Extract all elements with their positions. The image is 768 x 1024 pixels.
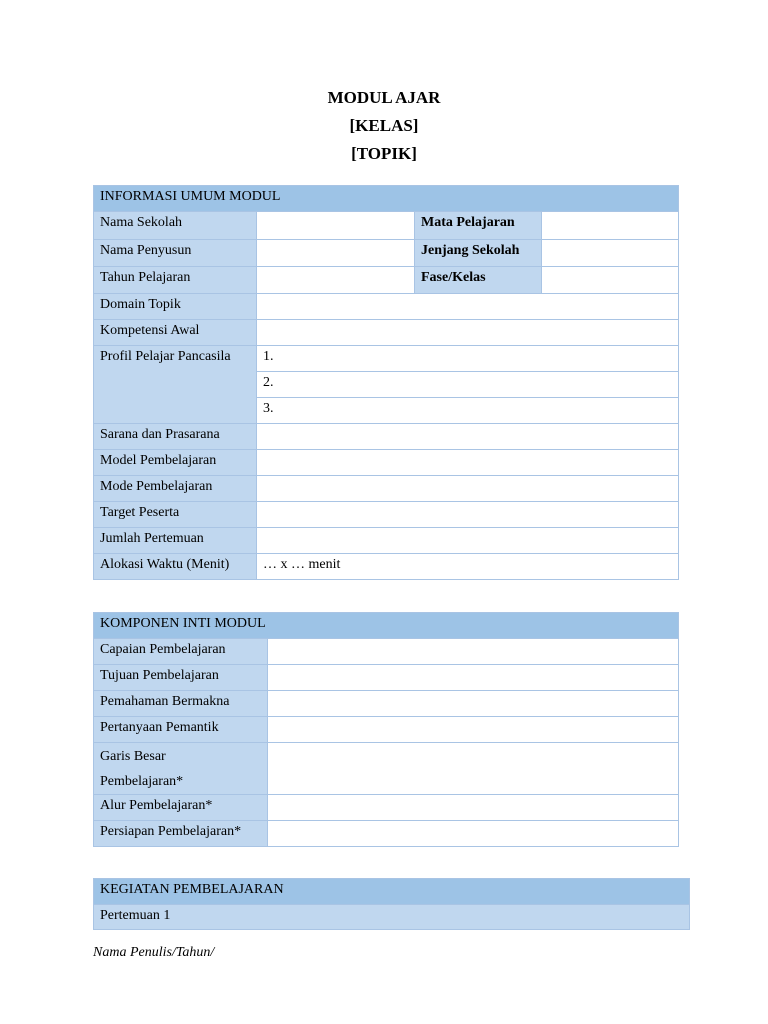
jumlah-pertemuan-label: Jumlah Pertemuan	[94, 528, 257, 554]
profil-item-1[interactable]: 1.	[257, 346, 679, 372]
document-title	[0, 86, 768, 170]
nama-penyusun-label: Nama Penyusun	[94, 240, 257, 267]
komponen-inti-header: KOMPONEN INTI MODUL	[94, 613, 679, 639]
profil-pelajar-label: Profil Pelajar Pancasila	[94, 346, 257, 424]
kompetensi-awal-value[interactable]	[257, 320, 679, 346]
pertanyaan-value[interactable]	[268, 717, 679, 743]
model-pembelajaran-label: Model Pembelajaran	[94, 450, 257, 476]
footer-author: Nama Penulis/Tahun/	[93, 945, 215, 960]
mata-pelajaran-value[interactable]	[542, 212, 679, 240]
garis-besar-value[interactable]	[268, 743, 679, 795]
kompetensi-awal-label: Kompetensi Awal	[94, 320, 257, 346]
nama-sekolah-label: Nama Sekolah	[94, 212, 257, 240]
pertanyaan-label: Pertanyaan Pemantik	[94, 717, 268, 743]
fase-kelas-label: Fase/Kelas	[415, 267, 542, 294]
title-modul-ajar: MODUL AJAR	[327, 88, 441, 107]
garis-besar-line-2: Pembelajaran*	[100, 774, 184, 789]
capaian-value[interactable]	[268, 639, 679, 665]
tahun-pelajaran-label: Tahun Pelajaran	[94, 267, 257, 294]
pertemuan-1: Pertemuan 1	[94, 905, 690, 930]
alokasi-waktu-label: Alokasi Waktu (Menit)	[94, 554, 257, 580]
sarana-value[interactable]	[257, 424, 679, 450]
informasi-umum-table	[93, 185, 679, 580]
title-topik: [TOPIK]	[351, 144, 417, 163]
target-peserta-value[interactable]	[257, 502, 679, 528]
sarana-label: Sarana dan Prasarana	[94, 424, 257, 450]
fase-kelas-value[interactable]	[542, 267, 679, 294]
model-pembelajaran-value[interactable]	[257, 450, 679, 476]
domain-topik-value[interactable]	[257, 294, 679, 320]
profil-item-3[interactable]: 3.	[257, 398, 679, 424]
garis-besar-label	[94, 743, 268, 795]
profil-item-2[interactable]: 2.	[257, 372, 679, 398]
tujuan-value[interactable]	[268, 665, 679, 691]
alokasi-waktu-value[interactable]: … x … menit	[257, 554, 679, 580]
jumlah-pertemuan-value[interactable]	[257, 528, 679, 554]
alur-label: Alur Pembelajaran*	[94, 795, 268, 821]
pemahaman-value[interactable]	[268, 691, 679, 717]
target-peserta-label: Target Peserta	[94, 502, 257, 528]
informasi-umum-header: INFORMASI UMUM MODUL	[94, 186, 679, 212]
domain-topik-label: Domain Topik	[94, 294, 257, 320]
persiapan-value[interactable]	[268, 821, 679, 847]
title-kelas: [KELAS]	[349, 116, 419, 135]
capaian-label: Capaian Pembelajaran	[94, 639, 268, 665]
mode-pembelajaran-label: Mode Pembelajaran	[94, 476, 257, 502]
mode-pembelajaran-value[interactable]	[257, 476, 679, 502]
nama-sekolah-value[interactable]	[257, 212, 415, 240]
kegiatan-header: KEGIATAN PEMBELAJARAN	[94, 879, 690, 905]
nama-penyusun-value[interactable]	[257, 240, 415, 267]
kegiatan-table	[93, 878, 690, 930]
mata-pelajaran-label: Mata Pelajaran	[415, 212, 542, 240]
garis-besar-line-1: Garis Besar	[100, 749, 166, 764]
alur-value[interactable]	[268, 795, 679, 821]
komponen-inti-table	[93, 612, 679, 847]
jenjang-sekolah-label: Jenjang Sekolah	[415, 240, 542, 267]
tahun-pelajaran-value[interactable]	[257, 267, 415, 294]
persiapan-label: Persiapan Pembelajaran*	[94, 821, 268, 847]
tujuan-label: Tujuan Pembelajaran	[94, 665, 268, 691]
jenjang-sekolah-value[interactable]	[542, 240, 679, 267]
pemahaman-label: Pemahaman Bermakna	[94, 691, 268, 717]
